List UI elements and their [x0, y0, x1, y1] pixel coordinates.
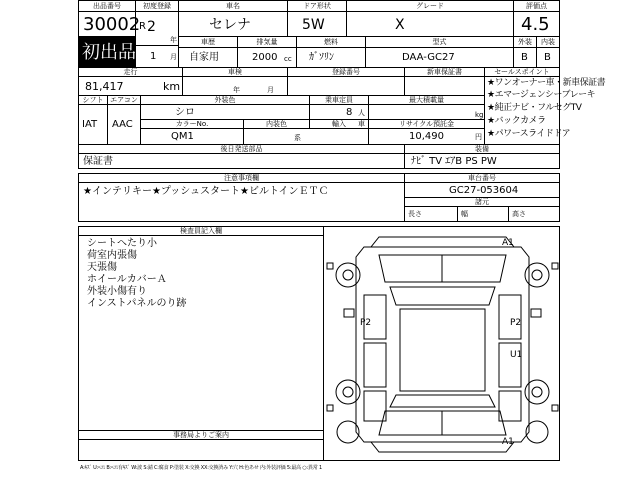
color-no-label: カラーNo. [175, 120, 209, 128]
shift-label: シフト [82, 96, 104, 104]
capacity-label: 乗車定員 [325, 96, 353, 104]
height: 高さ [512, 210, 526, 218]
inspector-cell [78, 235, 324, 431]
fuel-cell [296, 47, 366, 68]
mileage-cell [78, 76, 183, 96]
warranty: 保証書 [83, 156, 113, 167]
car-name: セレナ [209, 17, 251, 33]
plate-label: 登録番号 [332, 68, 360, 76]
first-reg-label: 初度登録 [143, 2, 171, 10]
door-cell [287, 11, 347, 37]
first-listing-badge [78, 36, 136, 68]
color-no-cell [140, 128, 244, 145]
sales-points-label: セールスポイント [494, 68, 550, 76]
grade: X [395, 17, 405, 33]
sales-points-cell [484, 76, 606, 145]
disp: 2000 [252, 52, 278, 63]
inspection-sheet [78, 0, 606, 462]
inspection-month: 月 [267, 86, 274, 94]
length-cell [404, 206, 458, 222]
car-diagram-frame [323, 226, 560, 461]
damage-mark-rear: A1 [502, 437, 514, 447]
grade-cell [346, 11, 514, 37]
capacity-unit: 人 [358, 109, 365, 117]
fuel-label: 燃料 [324, 38, 338, 46]
inspector-line-6: インストパネルのり跡 [87, 298, 187, 309]
size-label: 諸元 [475, 198, 489, 206]
later-parts-cell [78, 153, 405, 169]
notes-text: ★インテリキー★プッシュスタート★ビルトインＥＴＣ [83, 186, 329, 197]
width-cell [457, 206, 509, 222]
recycle-fee: 10,490 [409, 131, 444, 142]
ac-cell [107, 104, 141, 145]
later-parts-label: 後日発送部品 [220, 145, 263, 153]
car-diagram [324, 227, 561, 462]
year-suffix: 年 [170, 36, 177, 44]
inspector-label: 検査員記入欄 [180, 227, 222, 235]
features-cell [404, 153, 560, 169]
month: 1 [150, 51, 157, 62]
load-cell [368, 104, 485, 120]
int-color-label: 内装色 [266, 120, 287, 128]
notes-cell [78, 182, 405, 222]
mileage: 81,417 [85, 80, 124, 93]
inspector-line-1: シートへたり小 [87, 238, 157, 249]
color-no: QM1 [171, 131, 194, 142]
score: 4.5 [521, 14, 550, 35]
damage-mark-front: A1 [502, 238, 514, 248]
features: ﾅﾋﾞ TV ｴｱB PS PW [411, 156, 497, 167]
load-unit: kg [475, 111, 484, 119]
plate-cell [287, 76, 405, 96]
model-label: 型式 [432, 38, 447, 46]
door: 5W [302, 17, 325, 33]
sales-point-1: ★ワンオーナー車・新車保証書 [487, 78, 606, 88]
int-grade: B [544, 52, 551, 63]
car-name-cell [178, 11, 288, 37]
int-mark: 系 [294, 134, 301, 142]
import-label: 輸入 [332, 120, 346, 128]
era: R [139, 21, 146, 32]
mileage-unit: km [163, 80, 181, 93]
inspector-line-2: 荷室内張傷 [87, 250, 137, 261]
features-label: 装備 [475, 145, 489, 153]
ext-grade: B [521, 52, 528, 63]
height-cell [508, 206, 560, 222]
lot-no-label: 出品番号 [93, 2, 121, 10]
car-cat-cell [178, 47, 238, 68]
score-cell [513, 11, 560, 37]
grade-label: グレード [416, 2, 444, 10]
shift-cell [78, 104, 108, 145]
width: 幅 [461, 210, 468, 218]
lot-no-cell [78, 11, 141, 37]
damage-mark-left: P2 [360, 318, 372, 328]
int-color-cell [243, 128, 369, 145]
import-value: 車 [358, 120, 365, 128]
ac-label: エアコン [110, 96, 138, 104]
color-cell [140, 104, 310, 120]
office-cell [78, 439, 324, 461]
fuel: ｶﾞｿﾘﾝ [309, 52, 334, 63]
sales-point-4: ★バックカメラ [487, 116, 546, 126]
sales-point-3: ★純正ナビ・フルセグTV [487, 103, 582, 113]
ext-grade-cell [513, 47, 537, 68]
chassis: GC27-053604 [449, 185, 519, 196]
inspection-cell [182, 76, 288, 96]
footer-legend: A:ｷｽﾞ U:ﾍｺﾐ B:ﾍｺﾐ有ｷｽﾞ W:波 S:錆 C:腐食 P:塗装 X:交換 XX:交換済み Y:穴 H:色あせ 内:外装評価 5:最高 ○:異常 1 [80, 465, 322, 471]
inspection-year: 年 [233, 86, 240, 94]
capacity-cell [309, 104, 369, 120]
recycle-fee-label: リサイクル預託金 [398, 120, 455, 128]
recycle-fee-cell [368, 128, 485, 145]
month-suffix: 月 [170, 53, 177, 61]
ext-label: 外装 [518, 38, 532, 46]
color-label: 外装色 [214, 96, 236, 104]
office-label: 事務局よりご案内 [173, 431, 229, 439]
mileage-label: 走行 [123, 68, 138, 76]
notes-label: 注意事項欄 [224, 174, 259, 182]
ac: AAC [112, 119, 133, 130]
lot-no: 30002 [83, 14, 141, 35]
load-label: 最大積載量 [409, 96, 444, 104]
model-cell [365, 47, 514, 68]
damage-mark-right: P2 [510, 318, 522, 328]
car-name-label: 車名 [226, 2, 240, 10]
inspection-label: 車検 [228, 68, 242, 76]
int-label: 内装 [541, 38, 555, 46]
inspector-line-5: 外装小傷有り [87, 286, 147, 297]
shift: IAT [82, 119, 98, 130]
chassis-cell [404, 182, 560, 198]
disp-unit: cc [284, 55, 292, 63]
int-grade-cell [536, 47, 560, 68]
color: シロ [175, 107, 195, 118]
disp-cell [237, 47, 297, 68]
disp-label: 排気量 [256, 38, 278, 46]
inspector-line-4: ホイールカバーＡ [87, 274, 167, 285]
first-reg-year-cell [135, 11, 179, 46]
car-cat: 自家用 [189, 52, 219, 63]
model: DAA-GC27 [402, 52, 455, 63]
capacity: 8 [346, 107, 353, 118]
damage-mark-right-door: U1 [510, 350, 523, 360]
chassis-label: 車台番号 [468, 174, 496, 182]
recycle-cell [404, 76, 485, 96]
first-listing-text: 初出品 [82, 42, 136, 63]
era-year: 2 [147, 19, 156, 35]
sales-point-2: ★エマージェンシーブレーキ [487, 90, 596, 100]
first-reg-month-cell [135, 45, 179, 68]
sales-point-5: ★パワースライドドア [487, 129, 571, 139]
door-label: ドア形状 [303, 2, 331, 10]
length: 長さ [408, 210, 422, 218]
car-cat-label: 車歴 [201, 38, 215, 46]
score-label: 評価点 [526, 2, 547, 10]
recycle-unit: 円 [475, 133, 482, 141]
inspector-line-3: 天張傷 [87, 262, 117, 273]
recycle-label: 新車保証書 [427, 68, 462, 76]
